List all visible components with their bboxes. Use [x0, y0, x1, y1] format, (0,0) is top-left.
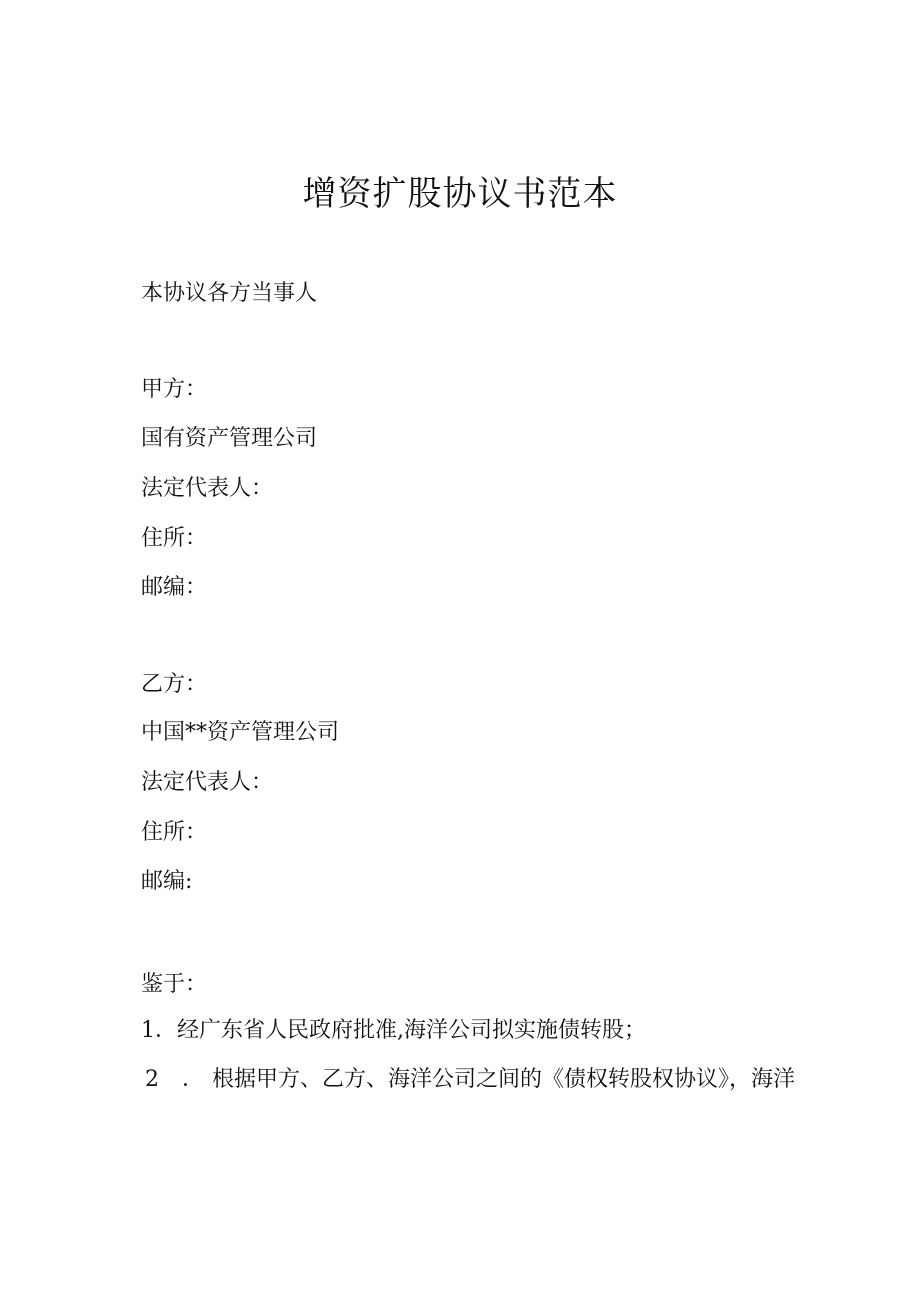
document-title: 增资扩股协议书范本: [302, 174, 618, 214]
party-a-legal-rep: 法定代表人：: [141, 476, 274, 501]
party-a-postcode: 邮编：: [141, 575, 208, 600]
party-b-heading: 乙方：: [141, 672, 208, 697]
whereas-item-number: 2 ．: [145, 1067, 212, 1092]
party-a-address: 住所：: [141, 526, 208, 551]
whereas-item: [145, 1065, 795, 1095]
whereas-item-text: 经广东省人民政府批准,海洋公司拟实施债转股；: [177, 1018, 646, 1043]
parties-intro: 本协议各方当事人: [141, 281, 318, 306]
party-b-address: 住所：: [141, 820, 208, 845]
party-b-name: 中国**资产管理公司: [141, 720, 340, 745]
party-b-postcode: 邮编:: [141, 869, 193, 894]
party-a-name: 国有资产管理公司: [141, 426, 318, 451]
party-a-heading: 甲方：: [141, 377, 208, 402]
whereas-item: [141, 1016, 646, 1046]
whereas-item-number: 1．: [141, 1018, 177, 1043]
whereas-item-text: 根据甲方、乙方、海洋公司之间的《债权转股权协议》，海洋: [212, 1067, 796, 1092]
whereas-heading: 鉴于：: [141, 972, 208, 997]
party-b-legal-rep: 法定代表人：: [141, 770, 274, 795]
